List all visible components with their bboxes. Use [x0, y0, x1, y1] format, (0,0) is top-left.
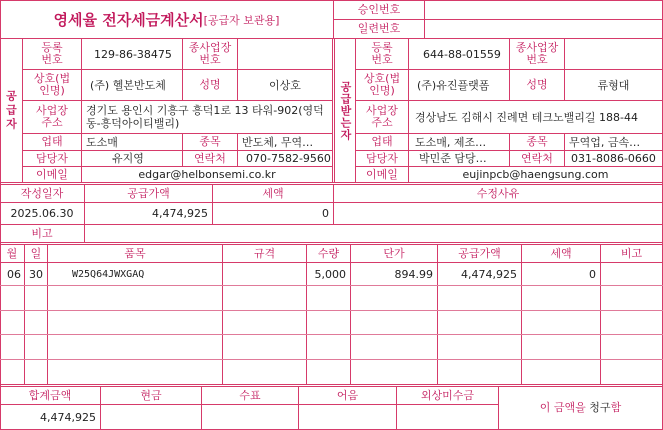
row-price: 894.99 [394, 267, 433, 281]
col-tax-header: 세액 [550, 246, 572, 260]
buyer-ceo-label: 성명 [526, 78, 548, 91]
supplier-sub-business [238, 39, 332, 69]
tax-value: 0 [322, 207, 329, 220]
claim-word: 청구 [589, 401, 611, 414]
approval-no-value [425, 0, 662, 19]
bill-label: 어음 [336, 388, 359, 402]
buyer-ceo: 류형대 [597, 78, 630, 92]
supplier-name-label: 상호(법인명) [33, 72, 71, 97]
title-text: 영세율 전자세금계산서 [53, 10, 204, 29]
cash-value [101, 405, 201, 429]
col-item-header: 품목 [124, 246, 146, 260]
row-qty: 5,000 [314, 267, 346, 281]
row-supply: 4,474,925 [461, 267, 517, 281]
buyer-manager: 박민준 담당… [419, 152, 487, 165]
supplier-contact: 070-7582-9560 [246, 152, 331, 165]
col-spec-header: 규격 [253, 246, 276, 260]
supplier-manager-label: 담당자 [36, 151, 68, 165]
credit-label: 외상미수금 [420, 388, 475, 402]
note-label: 비고 [31, 226, 53, 240]
total-label: 합계금액 [28, 388, 72, 402]
buyer-manager-label: 담당자 [366, 151, 398, 165]
supplier-type: 도소매 [86, 135, 118, 149]
supplier-sub-business-label: 종사업장번호 [188, 41, 232, 66]
buyer-name: (주)유진플랫폼 [417, 78, 490, 92]
cash-label: 현금 [140, 388, 162, 402]
date-value: 2025.06.30 [10, 207, 74, 220]
buyer-email-label: 이메일 [366, 167, 398, 181]
claim-prefix: 이 금액을 [539, 401, 586, 414]
reason-label: 수정사유 [476, 186, 520, 200]
reason-value [334, 203, 662, 224]
check-value [202, 405, 298, 429]
col-price-header: 단가 [383, 246, 405, 260]
supplier-side-text: 공급자 [4, 89, 18, 132]
buyer-email: eujinpcb@haengsung.com [462, 168, 609, 181]
buyer-sub-business [565, 39, 662, 69]
buyer-side-text: 공급받는자 [339, 80, 352, 141]
row-item: W25Q64JWXGAQ [72, 268, 145, 280]
supplier-ceo: 이상호 [269, 78, 301, 92]
supply-value: 4,474,925 [152, 207, 208, 220]
col-qty-header: 수량 [317, 246, 340, 260]
approval-no-label: 승인번호 [357, 2, 401, 16]
title-subtitle: [공급자 보관용] [203, 14, 280, 27]
tax-label: 세액 [262, 186, 284, 200]
credit-value [397, 405, 498, 429]
date-label: 작성일자 [20, 186, 64, 200]
supplier-name: (주) 헬본반도체 [90, 78, 166, 92]
col-month-header: 월 [6, 246, 18, 260]
buyer-item: 무역업, 금속… [569, 135, 641, 149]
total-value: 4,474,925 [40, 410, 96, 424]
buyer-reg-no: 644-88-01559 [423, 47, 501, 61]
supplier-address-label: 사업장주소 [36, 104, 68, 129]
buyer-type-label: 업태 [371, 135, 393, 148]
supplier-manager: 유지영 [112, 152, 144, 165]
supplier-item: 반도체, 무역… [242, 135, 314, 149]
buyer-address: 경상남도 김해시 진례면 테크노밸리길 188-44 [415, 110, 638, 124]
bill-value [299, 405, 396, 429]
serial-no-value [425, 20, 662, 38]
supplier-ceo-label: 성명 [199, 78, 221, 91]
check-label: 수표 [239, 388, 261, 402]
invoice-title [0, 0, 333, 38]
supplier-address: 경기도 용인시 기흥구 흥덕1로 13 타워-902(영덕동-흥덕아이티밸리) [86, 104, 324, 130]
supplier-email-label: 이메일 [36, 167, 68, 181]
col-note-header: 비고 [620, 246, 643, 260]
row-note [601, 263, 662, 285]
supplier-email: edgar@helbonsemi.co.kr [138, 168, 276, 181]
serial-no-label: 일련번호 [357, 22, 401, 35]
buyer-reg-no-label: 등록번호 [371, 41, 393, 66]
buyer-contact-label: 연락처 [521, 151, 553, 165]
row-tax: 0 [589, 267, 596, 281]
supplier-reg-no: 129-86-38475 [94, 47, 172, 61]
note-value [85, 225, 662, 242]
supplier-side-label [0, 39, 22, 182]
claim-statement [499, 387, 662, 429]
buyer-side-label [335, 39, 355, 182]
buyer-type: 도소매, 제조… [415, 135, 487, 149]
row-day: 30 [29, 267, 43, 281]
claim-suffix: 함 [610, 401, 622, 414]
supply-label: 공급가액 [127, 186, 170, 200]
buyer-contact: 031-8086-0660 [571, 152, 656, 165]
buyer-name-label: 상호(법인명) [363, 72, 401, 97]
buyer-sub-business-label: 종사업장번호 [515, 41, 559, 66]
col-day-header: 일 [30, 246, 42, 260]
row-spec [223, 263, 306, 285]
supplier-item-label: 종목 [199, 135, 221, 148]
col-supply-header: 공급가액 [458, 246, 501, 260]
buyer-address-label: 사업장주소 [366, 104, 398, 129]
row-month: 06 [7, 267, 21, 281]
supplier-contact-label: 연락처 [194, 151, 226, 165]
supplier-type-label: 업태 [41, 135, 63, 148]
buyer-item-label: 종목 [526, 135, 548, 148]
supplier-reg-no-label: 등록번호 [41, 41, 63, 66]
